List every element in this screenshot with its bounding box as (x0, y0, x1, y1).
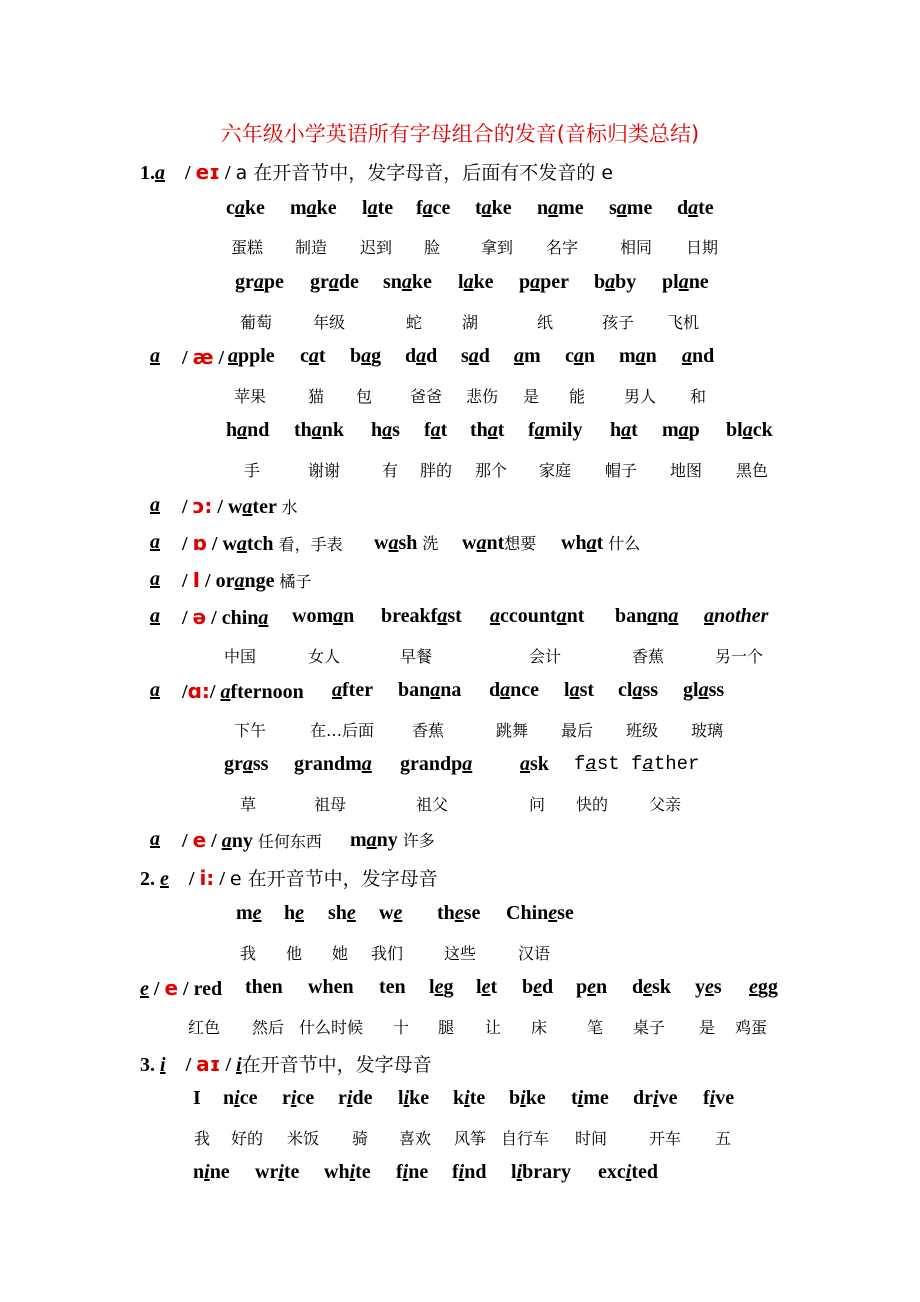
ipa-symbol: eɪ (195, 160, 221, 184)
page-title: 六年级小学英语所有字母组合的发音(音标归类总结) (220, 122, 700, 146)
section-number: 1. (140, 162, 155, 184)
section-2-heading: 2. e / i: / e 在开音节中，发字母音 (140, 866, 438, 890)
section-letter: a (155, 162, 165, 184)
rule-text: a 在开音节中，发字母音，后面有不发音的 e (235, 162, 614, 184)
section-3-heading: 3. i / aɪ / i在开音节中，发字母音 (140, 1052, 432, 1076)
section-1-heading: 1.a / eɪ / a 在开音节中，发字母音，后面有不发音的 e (140, 160, 614, 184)
